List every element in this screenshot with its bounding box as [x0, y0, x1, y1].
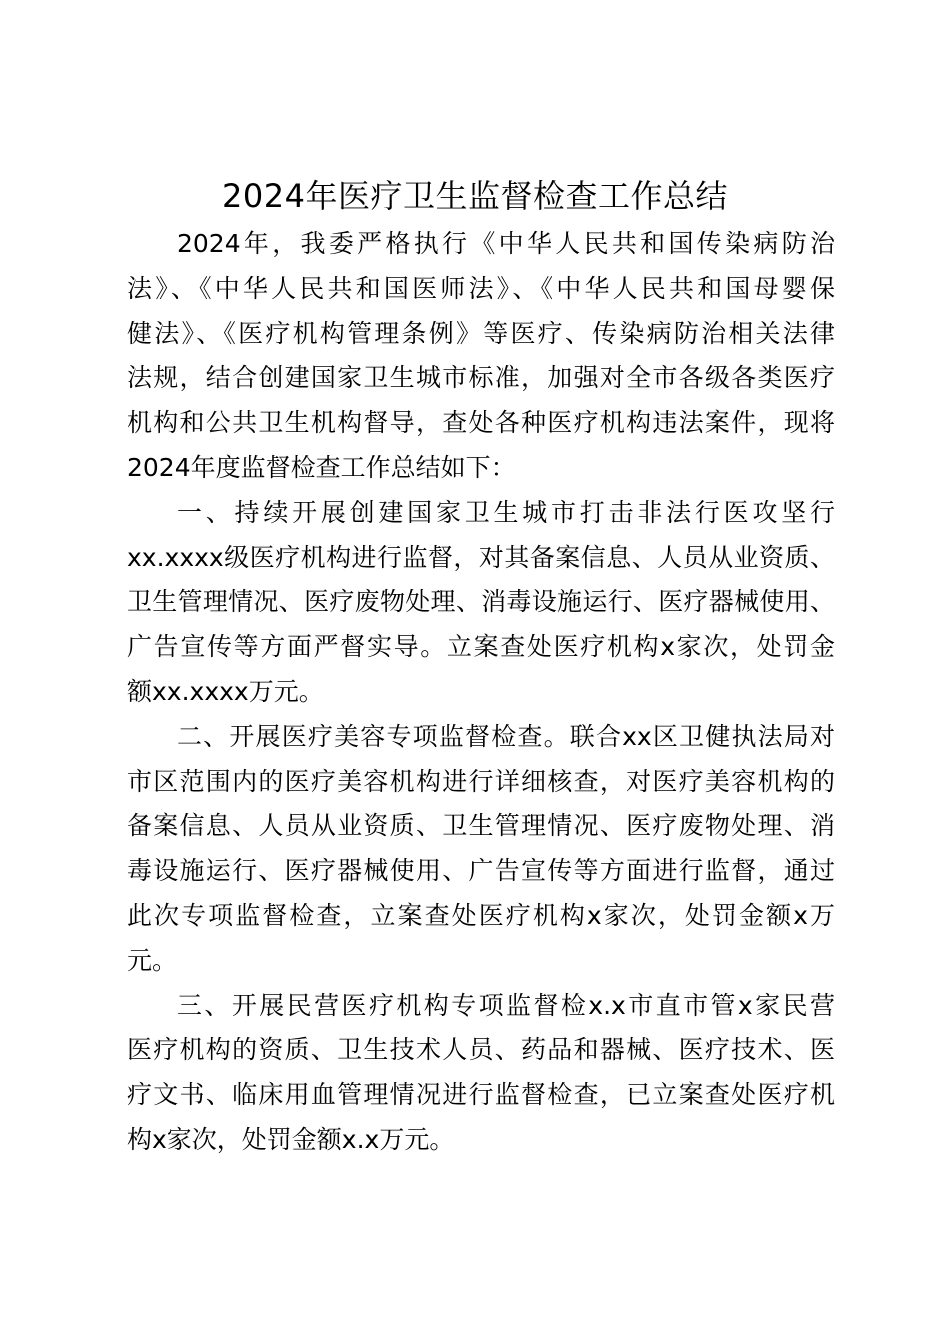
paragraph-line: 市区范围内的医疗美容机构进行详细核查，对医疗美容机构的: [127, 766, 835, 796]
paragraph-section-1: [127, 491, 835, 715]
paragraph-line: 健法》、《医疗机构管理条例》等医疗、传染病防治相关法律: [127, 318, 835, 348]
document-title: 2024年医疗卫生监督检查工作总结: [222, 177, 728, 215]
paragraph-line: 疗文书、临床用血管理情况进行监督检查，已立案查处医疗机: [127, 1080, 835, 1110]
paragraph-line: 法》、《中华人民共和国医师法》、《中华人民共和国母婴保: [127, 273, 835, 303]
paragraph-section-2: [127, 715, 835, 984]
paragraph-intro: [127, 222, 835, 491]
paragraph-line: 医疗机构的资质、卫生技术人员、药品和器械、医疗技术、医: [127, 1035, 835, 1065]
paragraph-line: 构x家次，处罚金额x.x万元。: [127, 1124, 455, 1154]
paragraph-line: 2024年度监督检查工作总结如下：: [127, 452, 516, 482]
paragraph-line: 备案信息、人员从业资质、卫生管理情况、医疗废物处理、消: [127, 811, 835, 841]
paragraph-line: 机构和公共卫生机构督导，查处各种医疗机构违法案件，现将: [127, 408, 835, 438]
paragraph-line: 此次专项监督检查，立案查处医疗机构x家次，处罚金额x万: [127, 900, 835, 930]
paragraph-line: 三、开展民营医疗机构专项监督检x.x市直市管x家民营: [177, 990, 835, 1020]
paragraph-line: 额xx.xxxx万元。: [127, 676, 324, 706]
document-body: [127, 222, 835, 1163]
paragraph-line: 二、开展医疗美容专项监督检查。联合xx区卫健执法局对: [177, 721, 835, 751]
paragraph-line: 一、持续开展创建国家卫生城市打击非法行医攻坚行: [177, 497, 835, 527]
paragraph-line: 2024年，我委严格执行《中华人民共和国传染病防治: [177, 229, 835, 258]
paragraph-line: xx.xxxx级医疗机构进行监督，对其备案信息、人员从业资质、: [127, 542, 835, 572]
paragraph-line: 法规，结合创建国家卫生城市标准，加强对全市各级各类医疗: [127, 363, 835, 393]
paragraph-section-3: [127, 984, 835, 1163]
paragraph-line: 元。: [127, 945, 178, 975]
paragraph-line: 广告宣传等方面严督实导。立案查处医疗机构x家次，处罚金: [127, 632, 835, 662]
paragraph-line: 毒设施运行、医疗器械使用、广告宣传等方面进行监督，通过: [127, 856, 835, 886]
paragraph-line: 卫生管理情况、医疗废物处理、消毒设施运行、医疗器械使用、: [127, 587, 835, 617]
